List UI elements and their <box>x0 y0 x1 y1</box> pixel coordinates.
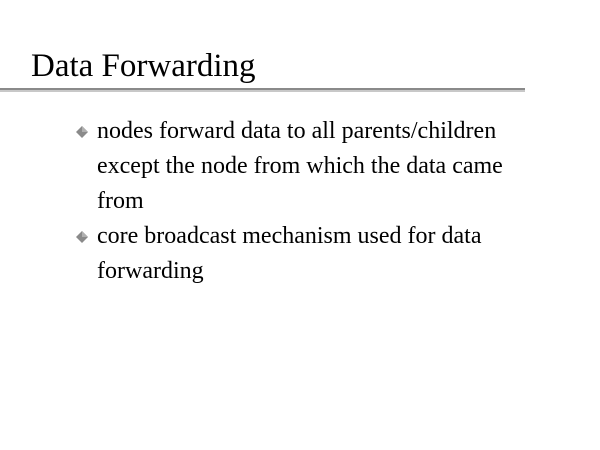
bullet-item <box>0 219 600 289</box>
bullet-item <box>0 114 600 219</box>
diamond-bullet-icon <box>76 231 88 243</box>
title-underline-shadow <box>0 90 525 92</box>
bullet-list <box>0 114 600 289</box>
bullet-text-line: nodes forward data to all parents/children <box>97 118 497 144</box>
bullet-text-line: core broadcast mechanism used for data <box>97 223 482 249</box>
bullet-text-line: except the node from which the data came <box>97 153 503 179</box>
diamond-bullet-icon <box>76 126 88 138</box>
bullet-text-line: forwarding <box>97 258 204 284</box>
title-underline <box>0 88 525 92</box>
slide-title: Data Forwarding <box>31 48 256 84</box>
bullet-text-line: from <box>97 188 144 214</box>
